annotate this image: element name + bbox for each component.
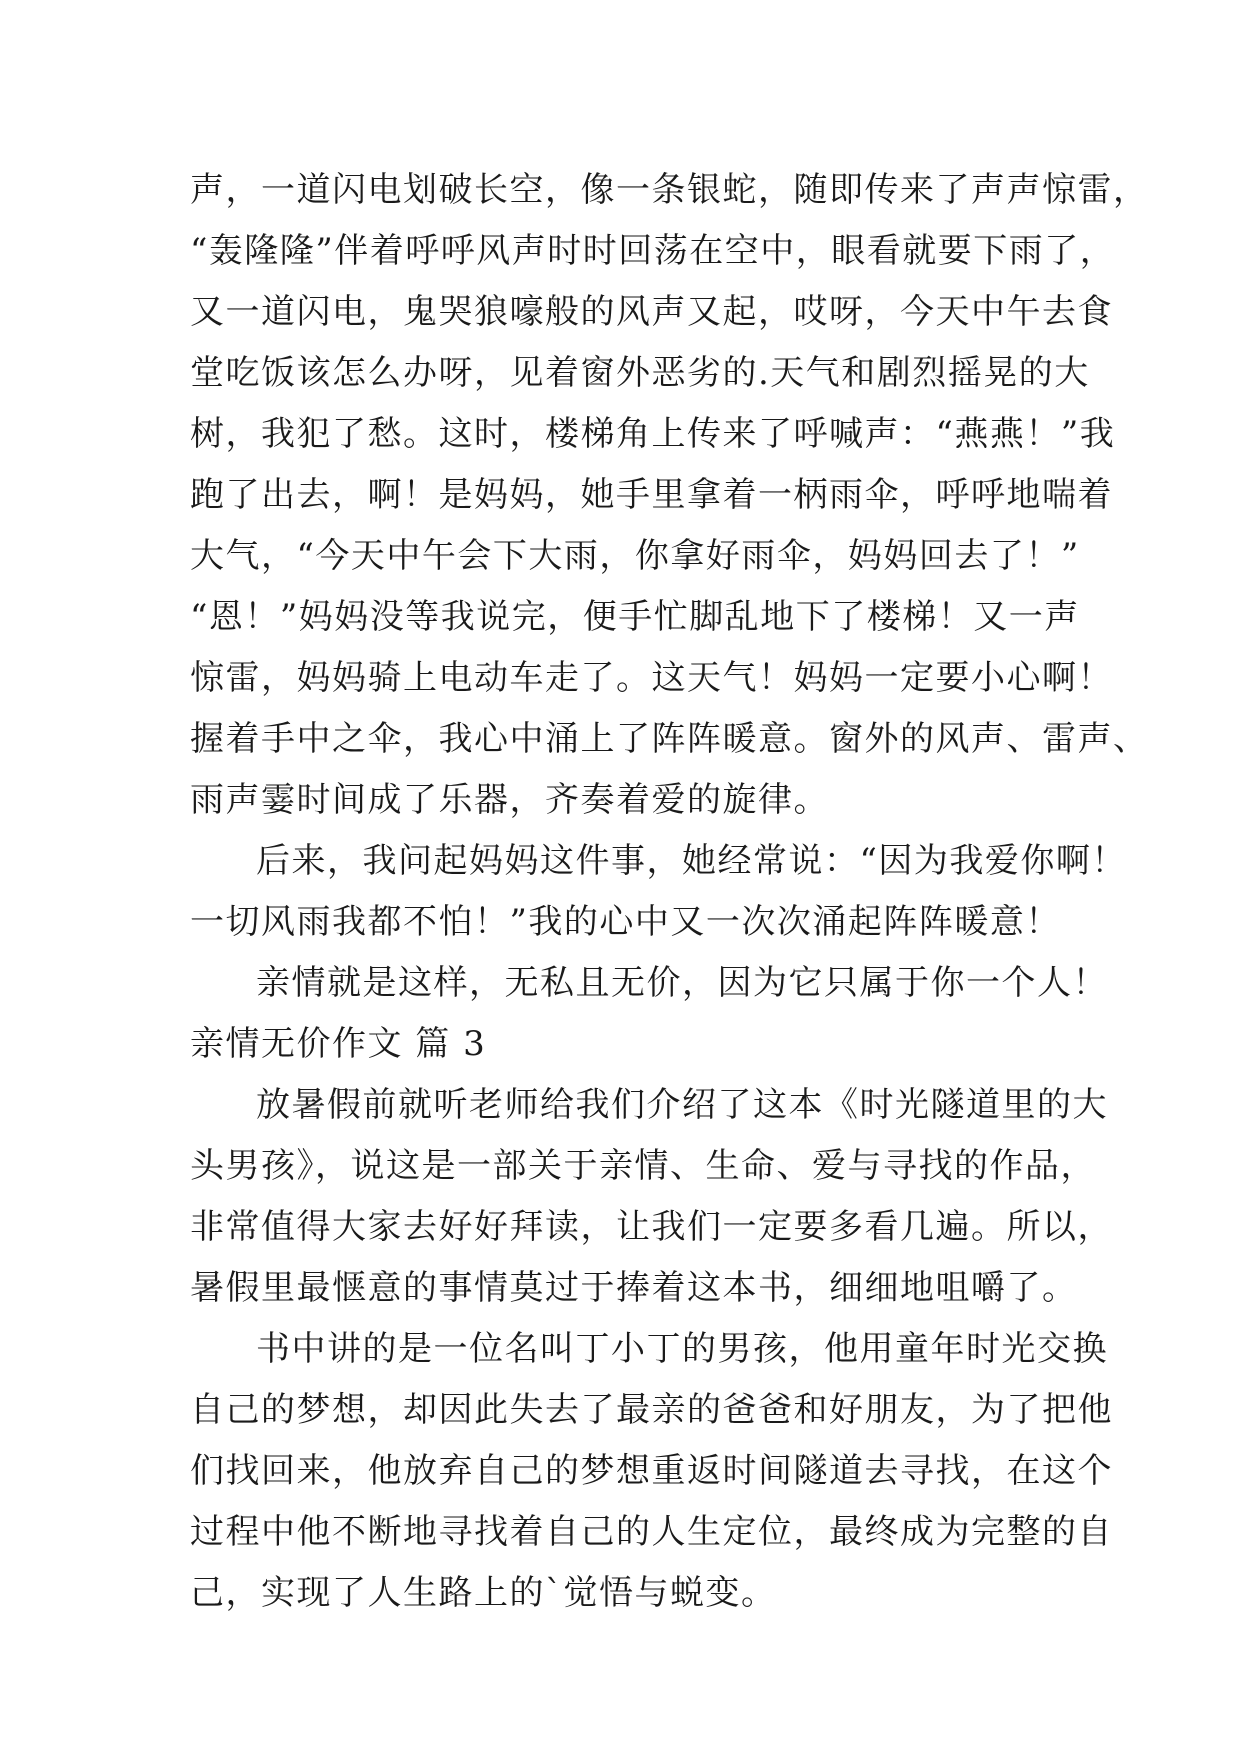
text-line: 暑假里最惬意的事情莫过于捧着这本书，细细地咀嚼了。 <box>190 1268 1078 1308</box>
text-line: 堂吃饭该怎么办呀，见着窗外恶劣的.天气和剧烈摇晃的大 <box>190 353 1090 393</box>
paragraph-2 <box>190 831 1127 953</box>
text-line: 己，实现了人生路上的`觉悟与蜕变。 <box>190 1573 777 1613</box>
text-line: 雨声霎时间成了乐器，齐奏着爱的旋律。 <box>190 780 829 820</box>
text-line: “恩！”妈妈没等我说完，便手忙脚乱地下了楼梯！又一声 <box>190 597 1080 637</box>
text-line: 非常值得大家去好好拜读，让我们一定要多看几遍。所以， <box>190 1207 1113 1247</box>
text-line: 跑了出去，啊！是妈妈，她手里拿着一柄雨伞，呼呼地喘着 <box>190 475 1113 515</box>
text-line: 自己的梦想，却因此失去了最亲的爸爸和好朋友，为了把他 <box>190 1390 1113 1430</box>
text-line: 过程中他不断地寻找着自己的人生定位，最终成为完整的自 <box>190 1512 1113 1552</box>
text-line: 们找回来，他放弃自己的梦想重返时间隧道去寻找，在这个 <box>190 1451 1113 1491</box>
paragraph-4 <box>190 1075 1113 1319</box>
text-line: 放暑假前就听老师给我们介绍了这本《时光隧道里的大 <box>256 1085 1108 1125</box>
paragraph-1 <box>190 160 1149 831</box>
text-line: 又一道闪电，鬼哭狼嚎般的风声又起，哎呀，今天中午去食 <box>190 292 1113 332</box>
text-line: 树，我犯了愁。这时，楼梯角上传来了呼喊声：“燕燕！”我 <box>190 414 1116 454</box>
paragraph-5 <box>190 1319 1113 1624</box>
document-body <box>190 160 1149 1624</box>
text-line: 一切风雨我都不怕！”我的心中又一次次涌起阵阵暖意！ <box>190 902 1061 942</box>
text-line: 声，一道闪电划破长空，像一条银蛇，随即传来了声声惊雷， <box>190 170 1149 210</box>
text-line: 握着手中之伞，我心中涌上了阵阵暖意。窗外的风声、雷声、 <box>190 719 1149 759</box>
section-heading: 亲情无价作文 篇 3 <box>190 1024 487 1064</box>
text-line: “轰隆隆”伴着呼呼风声时时回荡在空中，眼看就要下雨了， <box>190 231 1116 271</box>
text-line: 头男孩》，说这是一部关于亲情、生命、爱与寻找的作品， <box>190 1146 1096 1186</box>
text-line: 书中讲的是一位名叫丁小丁的男孩，他用童年时光交换 <box>256 1329 1108 1369</box>
text-line: 惊雷，妈妈骑上电动车走了。这天气！妈妈一定要小心啊！ <box>190 658 1113 698</box>
paragraph-3 <box>190 953 1108 1014</box>
text-line: 后来，我问起妈妈这件事，她经常说：“因为我爱你啊！ <box>256 841 1127 881</box>
text-line: 亲情就是这样，无私且无价，因为它只属于你一个人！ <box>256 963 1108 1003</box>
text-line: 大气，“今天中午会下大雨，你拿好雨伞，妈妈回去了！” <box>190 536 1080 576</box>
